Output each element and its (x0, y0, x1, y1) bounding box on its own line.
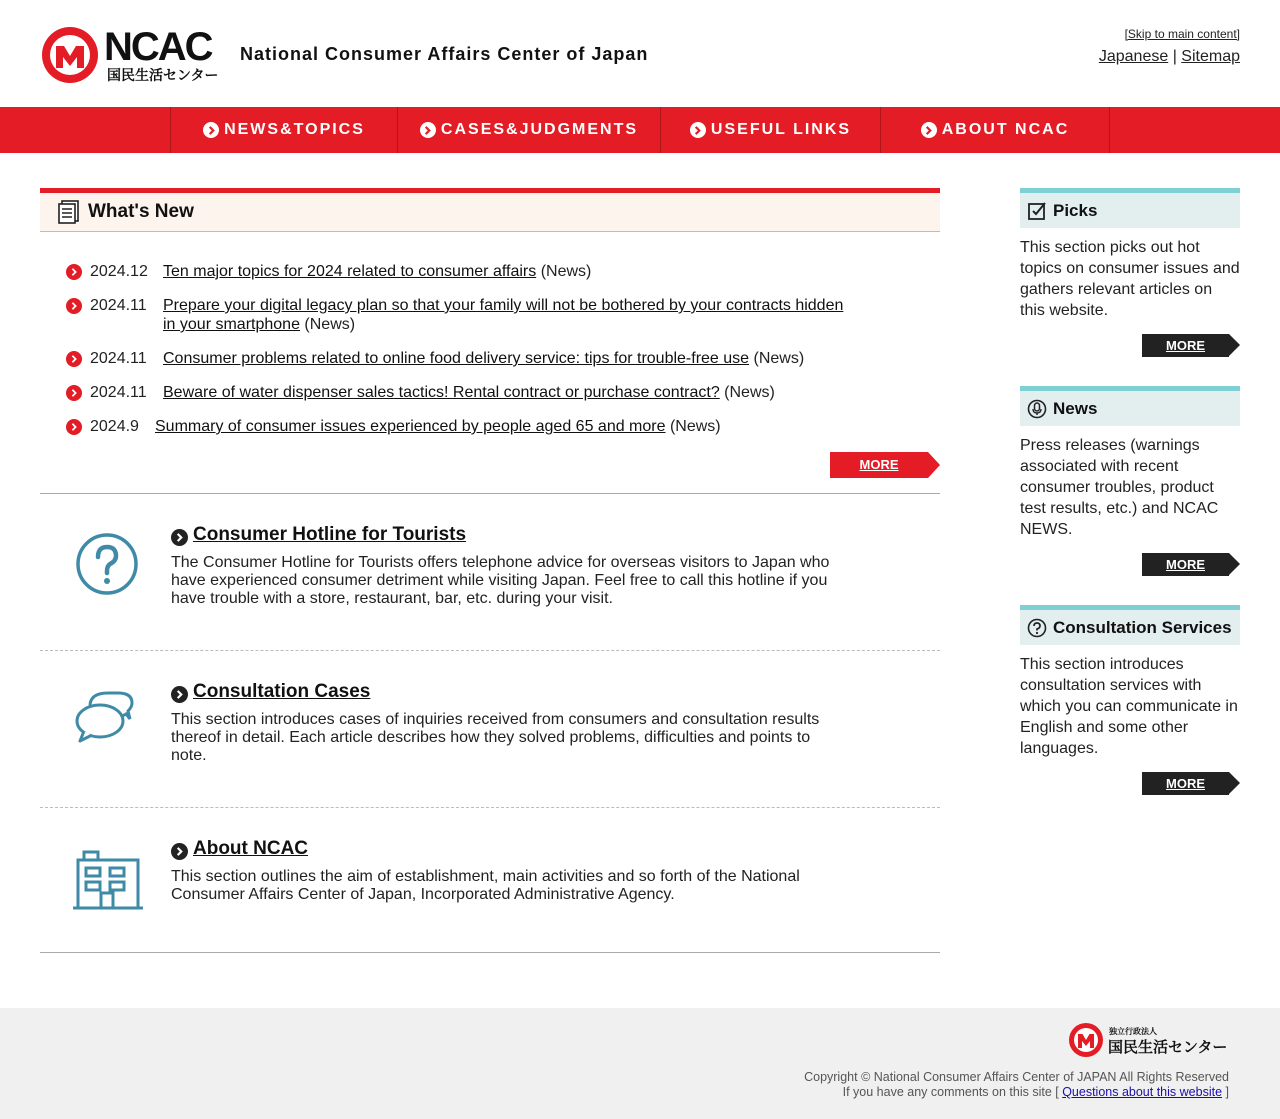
sidebar-description: This section introduces consultation services with which you can communicate in English and some other languages. (1020, 656, 1238, 757)
picks-header (1020, 188, 1240, 228)
section-title (171, 838, 308, 860)
news-link[interactable]: Consumer problems related to online food delivery service: tips for trouble-free use (163, 350, 750, 367)
main-content (40, 188, 940, 903)
dashed-divider (40, 650, 940, 651)
sitemap-link[interactable]: Sitemap (1181, 48, 1240, 65)
sidebar-title: News (1053, 398, 1098, 418)
bullet-arrow-icon (66, 351, 82, 367)
news-more-button[interactable] (1142, 553, 1240, 576)
news-item (66, 349, 940, 368)
bullet-arrow-icon (66, 419, 82, 435)
news-date: 2024.9 (90, 418, 139, 435)
nav-useful-links[interactable] (661, 107, 881, 153)
speech-bubbles-icon (70, 681, 145, 756)
news-link[interactable]: Summary of consumer issues experienced by people aged 65 and more (155, 418, 666, 435)
nav-label: CASES&JUDGMENTS (440, 121, 639, 138)
sidebar-description: This section picks out hot topics on consumer issues and gathers relevant articles on this website. (1020, 239, 1240, 319)
footer-logo (1068, 1022, 1230, 1062)
news-tag: (News) (540, 263, 592, 280)
news-tag: (News) (304, 316, 356, 333)
site-footer (0, 1008, 1280, 1119)
comment-line (804, 1085, 1229, 1100)
news-date: 2024.11 (90, 350, 147, 367)
whats-new-header (40, 188, 940, 232)
consultation-cases-link[interactable]: Consultation Cases (193, 681, 371, 702)
language-links (1099, 48, 1240, 66)
arrow-circle-icon (921, 122, 937, 138)
news-link[interactable]: Beware of water dispenser sales tactics! Rental contract or purchase contract? (163, 384, 720, 401)
section-title (171, 524, 466, 546)
news-list (40, 232, 940, 436)
news-item (66, 417, 940, 436)
nav-cases-judgments[interactable] (398, 107, 661, 153)
news-date: 2024.11 (90, 297, 147, 314)
footer-logo-text: 国民生活センター (1108, 1038, 1228, 1056)
ncac-logo[interactable] (40, 24, 230, 86)
arrow-circle-icon (171, 686, 188, 703)
arrow-circle-icon (171, 529, 188, 546)
about-ncac-link[interactable]: About NCAC (193, 838, 309, 859)
dashed-divider (40, 807, 940, 808)
news-date: 2024.11 (90, 384, 147, 401)
skip-link-wrap (1125, 27, 1240, 41)
news-item (66, 296, 940, 334)
whats-new-more-button[interactable] (830, 452, 940, 478)
section-description: This section outlines the aim of establishment, main activities and so forth of the National Consumer Affairs Center of Japan, Incorporated Administrative Agency. (171, 868, 800, 903)
bullet-arrow-icon (66, 264, 82, 280)
sidebar-consultation-services (1020, 605, 1240, 795)
microphone-icon (1027, 399, 1047, 419)
news-header (1020, 386, 1240, 426)
building-icon (70, 838, 145, 913)
question-icon (1027, 618, 1047, 638)
question-icon (70, 524, 145, 599)
site-header (0, 0, 1280, 107)
news-tag: (News) (669, 418, 721, 435)
footer-copy (804, 1070, 1229, 1100)
link-separator: | (1172, 48, 1177, 65)
consultation-services-header (1020, 605, 1240, 645)
site-title: National Consumer Affairs Center of Japan (240, 44, 649, 64)
divider (40, 952, 940, 953)
more-label: MORE (830, 452, 928, 478)
footer-logo-small: 独立行政法人 (1109, 1027, 1157, 1036)
more-label: MORE (1142, 772, 1229, 795)
nav-news-topics[interactable] (171, 107, 398, 153)
copyright-text: Copyright © National Consumer Affairs Center of JAPAN All Rights Reserved (804, 1070, 1229, 1084)
news-tag: (News) (753, 350, 805, 367)
news-link[interactable]: Ten major topics for 2024 related to consumer affairs (163, 263, 537, 280)
questions-link[interactable]: Questions about this website (1062, 1085, 1223, 1099)
comment-suffix: ] (1225, 1085, 1229, 1099)
global-nav (0, 107, 1280, 153)
whats-new-title: What's New (88, 201, 194, 222)
sidebar-description: Press releases (warnings associated with recent consumer troubles, product test results, etc.) and NCAC NEWS. (1020, 437, 1219, 538)
divider (40, 493, 940, 494)
bullet-arrow-icon (66, 298, 82, 314)
arrow-circle-icon (203, 122, 219, 138)
sidebar-title: Consultation Services (1053, 617, 1232, 637)
picks-more-button[interactable] (1142, 334, 1240, 357)
hotline-link[interactable]: Consumer Hotline for Tourists (193, 524, 467, 545)
sidebar-title: Picks (1053, 200, 1098, 220)
arrow-circle-icon (690, 122, 706, 138)
news-tag: (News) (724, 384, 775, 401)
news-date: 2024.12 (90, 263, 148, 280)
section-title (171, 681, 370, 703)
skip-to-main-link[interactable]: [Skip to main content] (1124, 27, 1240, 41)
news-item (66, 383, 940, 402)
more-label: MORE (1142, 553, 1229, 576)
logo-subtext: 国民生活センター (107, 68, 219, 84)
comment-prefix: If you have any comments on this site [ (842, 1085, 1059, 1099)
nav-label: USEFUL LINKS (710, 121, 852, 138)
news-link[interactable]: Prepare your digital legacy plan so that your family will not be bothered by your contracts hidden in your smartphone (163, 297, 844, 333)
arrow-circle-icon (420, 122, 436, 138)
section-description: This section introduces cases of inquiries received from consumers and consultation results thereof in detail. Each article describes how they solved problems, difficulties and points to note. (171, 711, 820, 764)
japanese-link[interactable]: Japanese (1098, 48, 1169, 65)
nav-about-ncac[interactable] (881, 107, 1110, 153)
document-icon (58, 200, 80, 224)
checkbox-icon (1027, 201, 1047, 221)
section-description: The Consumer Hotline for Tourists offers telephone advice for overseas visitors to Japan who have experienced consumer detriment while visiting Japan. Feel free to call this hotline if you have trouble with a store, restaurant, bar, etc. during your visit. (171, 554, 830, 607)
more-label: MORE (1142, 334, 1229, 357)
news-item (66, 262, 940, 281)
consultation-services-more-button[interactable] (1142, 772, 1240, 795)
bullet-arrow-icon (66, 385, 82, 401)
logo-text: NCAC (104, 25, 212, 69)
sidebar-news (1020, 386, 1240, 576)
sidebar-picks (1020, 188, 1240, 358)
nav-label: NEWS&TOPICS (224, 121, 365, 138)
arrow-circle-icon (171, 843, 188, 860)
nav-label: ABOUT NCAC (941, 121, 1070, 138)
